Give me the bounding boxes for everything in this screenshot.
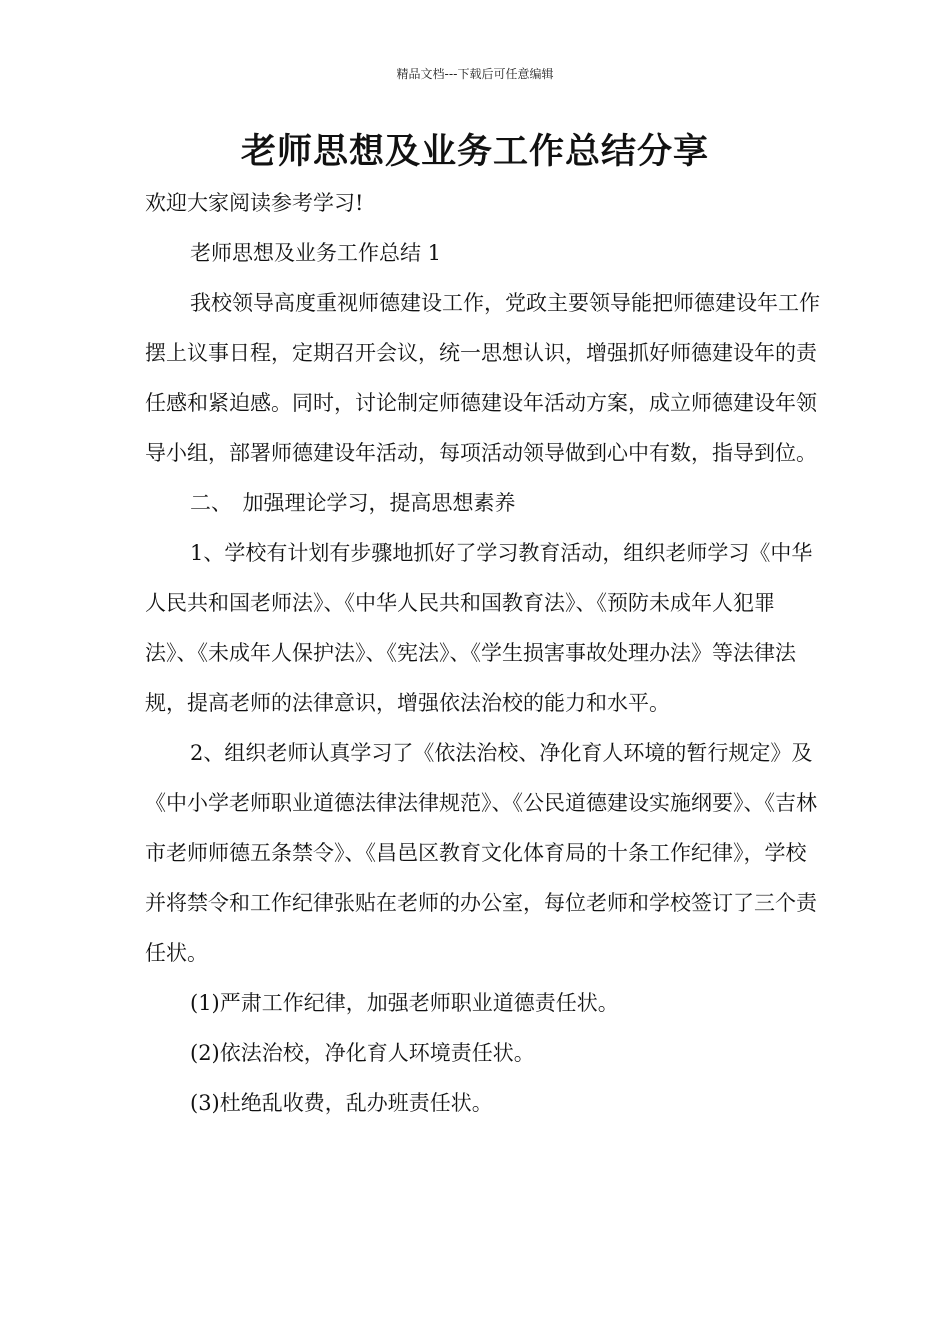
list-item: (1)严肃工作纪律，加强老师职业道德责任状。 bbox=[190, 991, 619, 1015]
body-paragraph: 2、组织老师认真学习了《依法治校、净化育人环境的暂行规定》及《中小学老师职业道德法律法律规范》、《公民道德建设实施纲要》、《吉林市老师师德五条禁令》、《昌邑区教育文化体育局的十条工作纪律》，学校并将禁令和工作纪律张贴在老师的办公室，每位老师和学校签订了三个责任状。 bbox=[145, 741, 817, 965]
header-note: 精品文档---下载后可任意编辑 bbox=[396, 67, 554, 81]
document-body bbox=[145, 178, 825, 1128]
list-item: (3)杜绝乱收费，乱办班责任状。 bbox=[190, 1091, 493, 1115]
section-subtitle: 老师思想及业务工作总结 1 bbox=[190, 241, 442, 265]
greeting-paragraph: 欢迎大家阅读参考学习! bbox=[145, 191, 364, 215]
document-title: 老师思想及业务工作总结分享 bbox=[240, 132, 709, 172]
list-item: (2)依法治校，净化育人环境责任状。 bbox=[190, 1041, 535, 1065]
body-paragraph: 我校领导高度重视师德建设工作，党政主要领导能把师德建设年工作摆上议事日程，定期召开会议，统一思想认识，增强抓好师德建设年的责任感和紧迫感。同时，讨论制定师德建设年活动方案，成立师德建设年领导小组，部署师德建设年活动，每项活动领导做到心中有数，指导到位。 bbox=[145, 291, 820, 465]
body-paragraph: 1、学校有计划有步骤地抓好了学习教育活动，组织老师学习《中华人民共和国老师法》、《中华人民共和国教育法》、《预防未成年人犯罪法》、《未成年人保护法》、《宪法》、《学生损害事故处理办法》等法律法规，提高老师的法律意识，增强依法治校的能力和水平。 bbox=[145, 541, 813, 715]
section-heading: 二、 加强理论学习，提高思想素养 bbox=[190, 491, 516, 515]
